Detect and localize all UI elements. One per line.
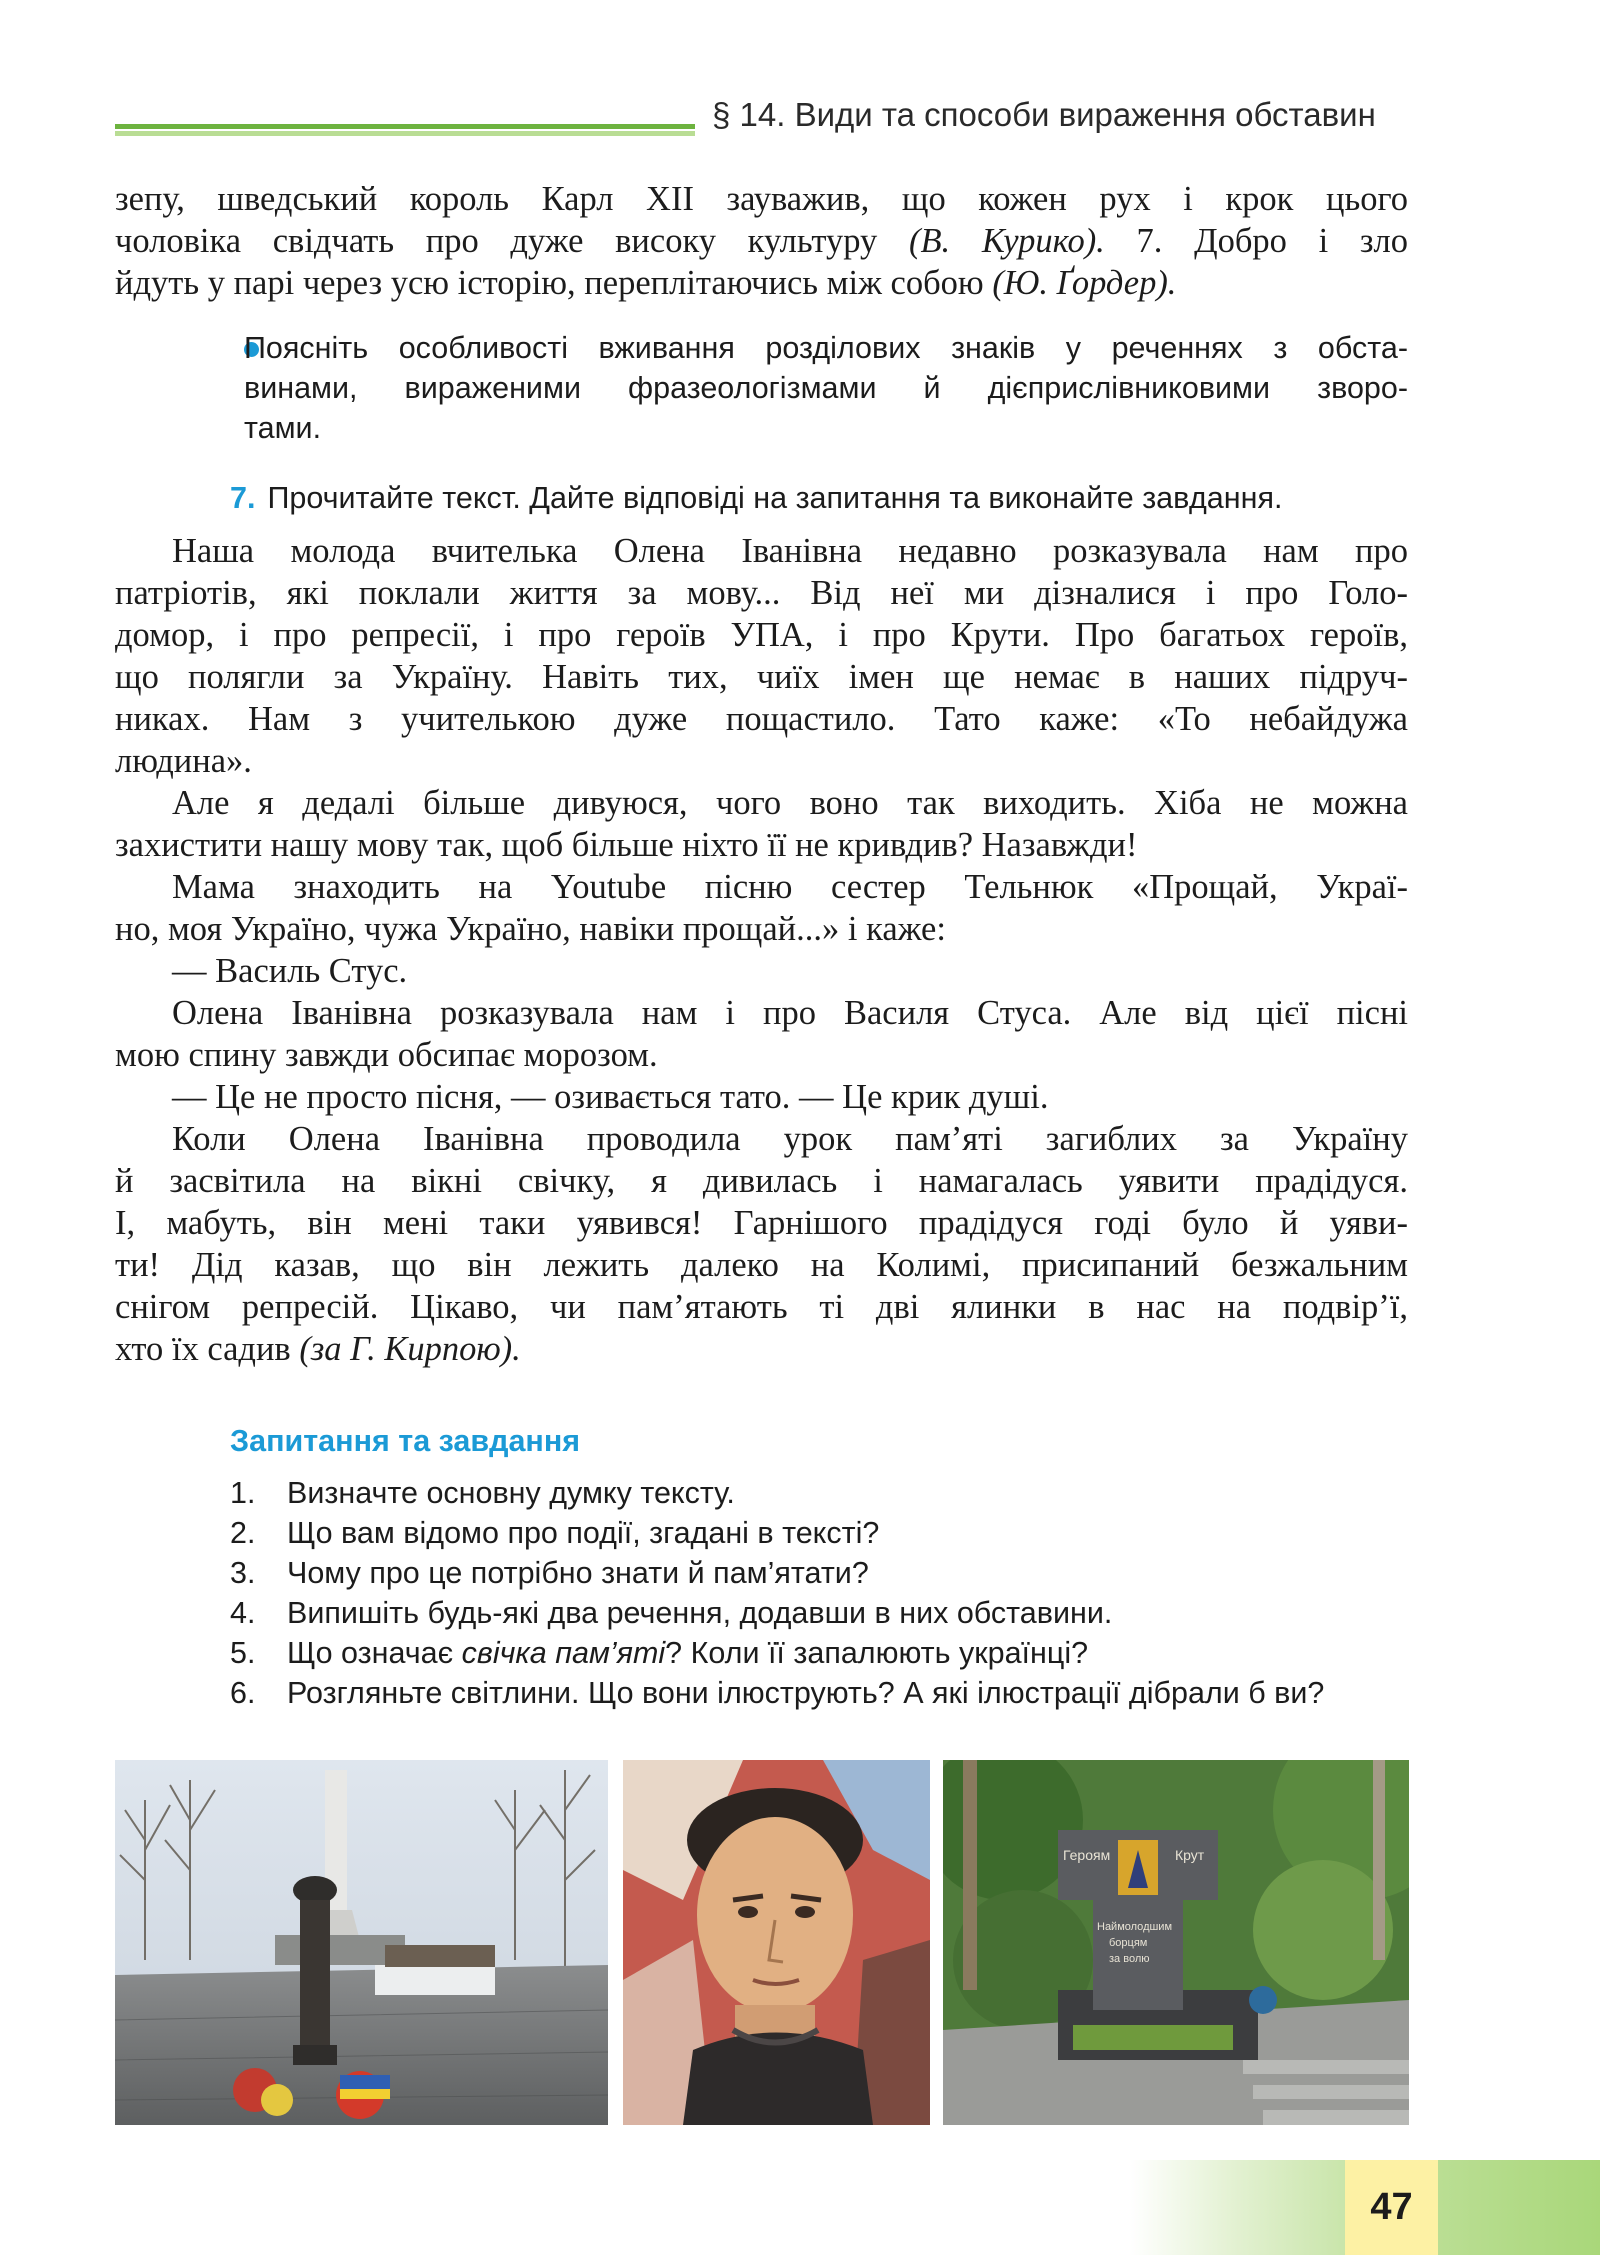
bullet-line-2: винами, вираженими фразеологізмами й дієприслівниковими зворо-: [244, 371, 1408, 405]
plaque-text: борцям: [1109, 1937, 1148, 1949]
question-item: 4. Випишіть будь-які два речення, додавши в них обставини.: [230, 1596, 1113, 1630]
page-number: 47: [1370, 2186, 1413, 2228]
story-line: що полягли за Україну. Навіть тих, чиїх імен ще немає в наших підруч-: [115, 658, 1408, 696]
page-header-title: § 14. Види та способи вираження обставин: [712, 96, 1376, 133]
story-last-line: хто їх садив (за Г. Кирпою).: [115, 1330, 521, 1368]
story-line: снігом репресій. Цікаво, чи пам’ятають ті дві ялинки в нас на подвір’ї,: [115, 1288, 1408, 1326]
story-text: [115, 530, 1408, 1370]
source-kyrpa: (за Г. Кирпою).: [299, 1330, 521, 1368]
question-item: 1. Визначте основну думку тексту.: [230, 1476, 735, 1510]
bullet-task: [244, 328, 1408, 448]
story-line: — Василь Стус.: [172, 952, 408, 990]
story-line: домор, і про репресії, і про героїв УПА, і про Крути. Про багатьох героїв,: [115, 616, 1408, 654]
plaque-text: Наймолодшим: [1097, 1921, 1173, 1933]
source-gorder: (Ю. Ґордер).: [992, 264, 1177, 302]
question-item: 6. Розгляньте світлини. Що вони ілюструють? А які ілюстрації дібрали б ви?: [230, 1676, 1325, 1710]
story-line: ти! Дід казав, що він лежить далеко на Колимі, присипаний безжальним: [115, 1246, 1408, 1284]
questions-list: [230, 1473, 1410, 1713]
questions-heading: Запитання та завдання: [230, 1424, 581, 1458]
story-line: — Це не просто пісня, — озивається тато. — Це крик душі.: [172, 1078, 1049, 1116]
term-candle-of-memory: свічка пам’яті: [461, 1636, 666, 1670]
plaque-text: Крут: [1175, 1847, 1205, 1863]
photo-kruty-memorial: [943, 1760, 1409, 2125]
story-line: мою спину завжди обсипає морозом.: [115, 1036, 658, 1074]
story-line: патріотів, які поклали життя за мову... Від неї ми дізналися і про Голо-: [115, 574, 1408, 612]
bullet-line-3: тами.: [244, 411, 322, 445]
task-7-number: 7.: [230, 481, 256, 515]
story-line: но, моя Україно, чужа Україно, навіки прощай...» і каже:: [115, 910, 946, 948]
task-7-heading: [230, 478, 1410, 518]
plaque-text: за волю: [1109, 1953, 1150, 1965]
question-item: 2. Що вам відомо про події, згадані в тексті?: [230, 1516, 880, 1550]
story-line: Коли Олена Іванівна проводила урок пам’яті загиблих за Україну: [172, 1120, 1408, 1158]
story-line: І, мабуть, він мені таки уявився! Гарнішого прадідуся годі було й уяви-: [115, 1204, 1408, 1242]
header-rule: [115, 124, 695, 136]
story-line: людина».: [115, 742, 252, 780]
photo-stus-portrait: [623, 1760, 930, 2125]
story-line: й засвітила на вікні свічку, я дивилась і намагалась уявити прадідуся.: [115, 1162, 1408, 1200]
task-7-text: Прочитайте текст. Дайте відповіді на запитання та виконайте завдання.: [267, 481, 1283, 515]
story-line: захистити нашу мову так, щоб більше ніхто її не кривдив? Назавжди!: [115, 826, 1138, 864]
photo-holodomor-memorial: [115, 1760, 608, 2125]
question-item: 5. Що означає свічка пам’яті? Коли її запалюють українці?: [230, 1636, 1089, 1670]
story-line: Мама знаходить на Youtube пісню сестер Тельнюк «Прощай, Украї-: [172, 868, 1408, 906]
story-line: Але я дедалі більше дивуюся, чого воно так виходить. Хіба не можна: [172, 784, 1408, 822]
bullet-line-1: Поясніть особливості вживання розділових знаків у реченнях з обста-: [244, 331, 1408, 365]
intro-line-3: йдуть у парі через усю історію, переплітаючись між собою (Ю. Ґордер).: [115, 264, 1177, 302]
story-line: никах. Нам з учителькою дуже пощастило. Тато каже: «То небайдужа: [115, 700, 1408, 738]
intro-paragraph: [115, 178, 1408, 304]
story-line: Наша молода вчителька Олена Іванівна недавно розказувала нам про: [172, 532, 1408, 570]
question-item: 3. Чому про це потрібно знати й пам’ятати?: [230, 1556, 869, 1590]
intro-line-1: зепу, шведський король Карл XII зауважив, що кожен рух і крок цього: [115, 180, 1408, 218]
story-line: Олена Іванівна розказувала нам і про Василя Стуса. Але від цієї пісні: [172, 994, 1408, 1032]
intro-line-2: чоловіка свідчать про дуже високу культуру (В. Курико). 7. Добро і зло: [115, 222, 1408, 260]
source-kuryko: (В. Курико).: [908, 222, 1105, 260]
plaque-text: Героям: [1063, 1847, 1111, 1863]
